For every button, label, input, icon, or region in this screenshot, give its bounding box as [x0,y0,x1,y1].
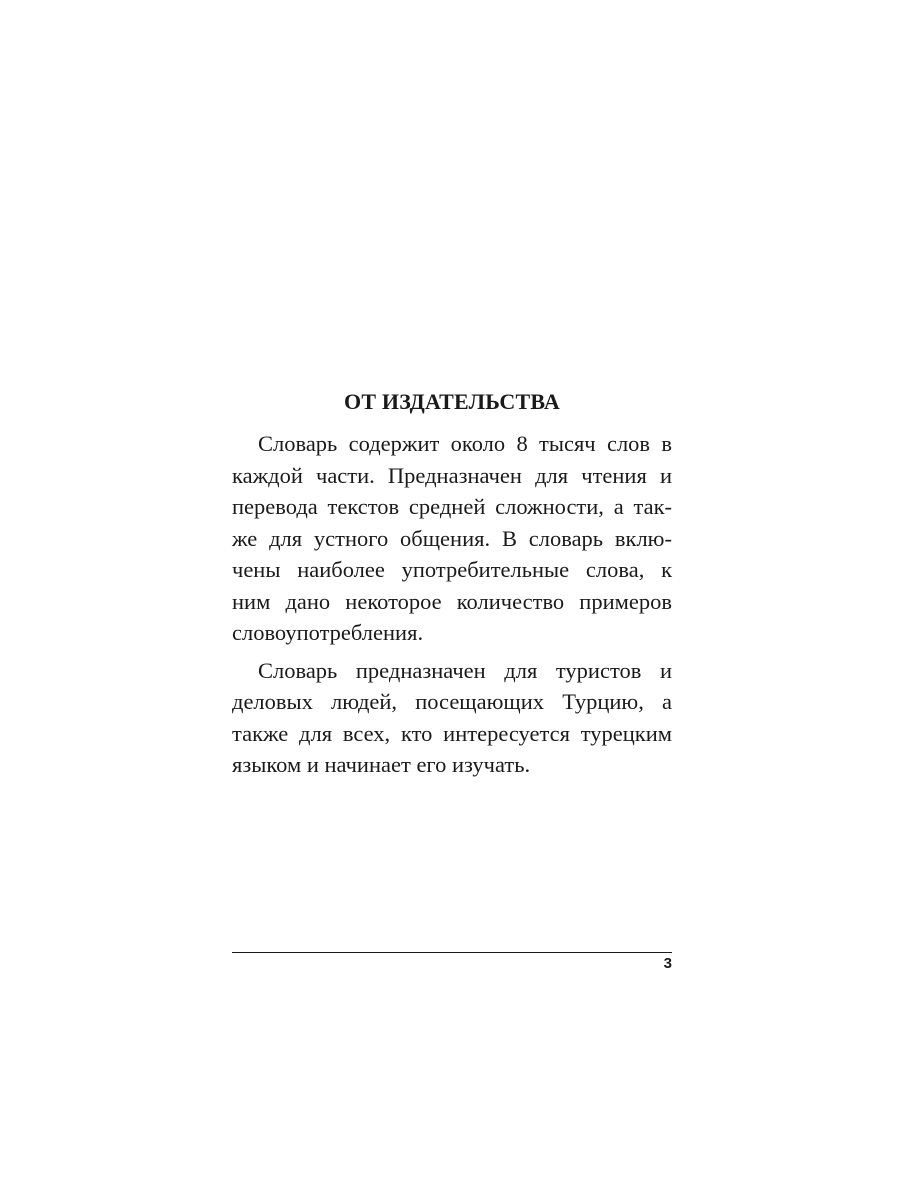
paragraph-line: языком и начинает его изучать. [232,752,531,777]
paragraph-line: каждой части. Предназначен для чтения и [232,462,672,488]
paragraph-line: ним дано некоторое количество примеров [232,588,672,614]
paragraph-line: также для всех, кто интересуется турецким [232,720,672,746]
section-heading: ОТ ИЗДАТЕЛЬСТВА [344,389,560,414]
paragraph-line: Словарь содержит около 8 тысяч слов в [258,431,672,456]
paragraph-line: словоупотребления. [232,620,424,645]
footer-rule [232,952,672,953]
page-number: 3 [663,955,672,972]
text-block [232,386,672,781]
paragraph-line: перевода текстов средней сложности, а так- [232,494,672,519]
paragraph-line: чены наиболее употребительные слова, к [232,557,672,582]
paragraph-line: деловых людей, посещающих Турцию, а [232,689,672,714]
paragraph-line: же для устного общения. В словарь вклю- [232,525,672,551]
paragraph-2 [232,655,672,781]
paragraph-line: Словарь предназначен для туристов и [258,657,672,683]
paragraph-1 [232,428,672,649]
